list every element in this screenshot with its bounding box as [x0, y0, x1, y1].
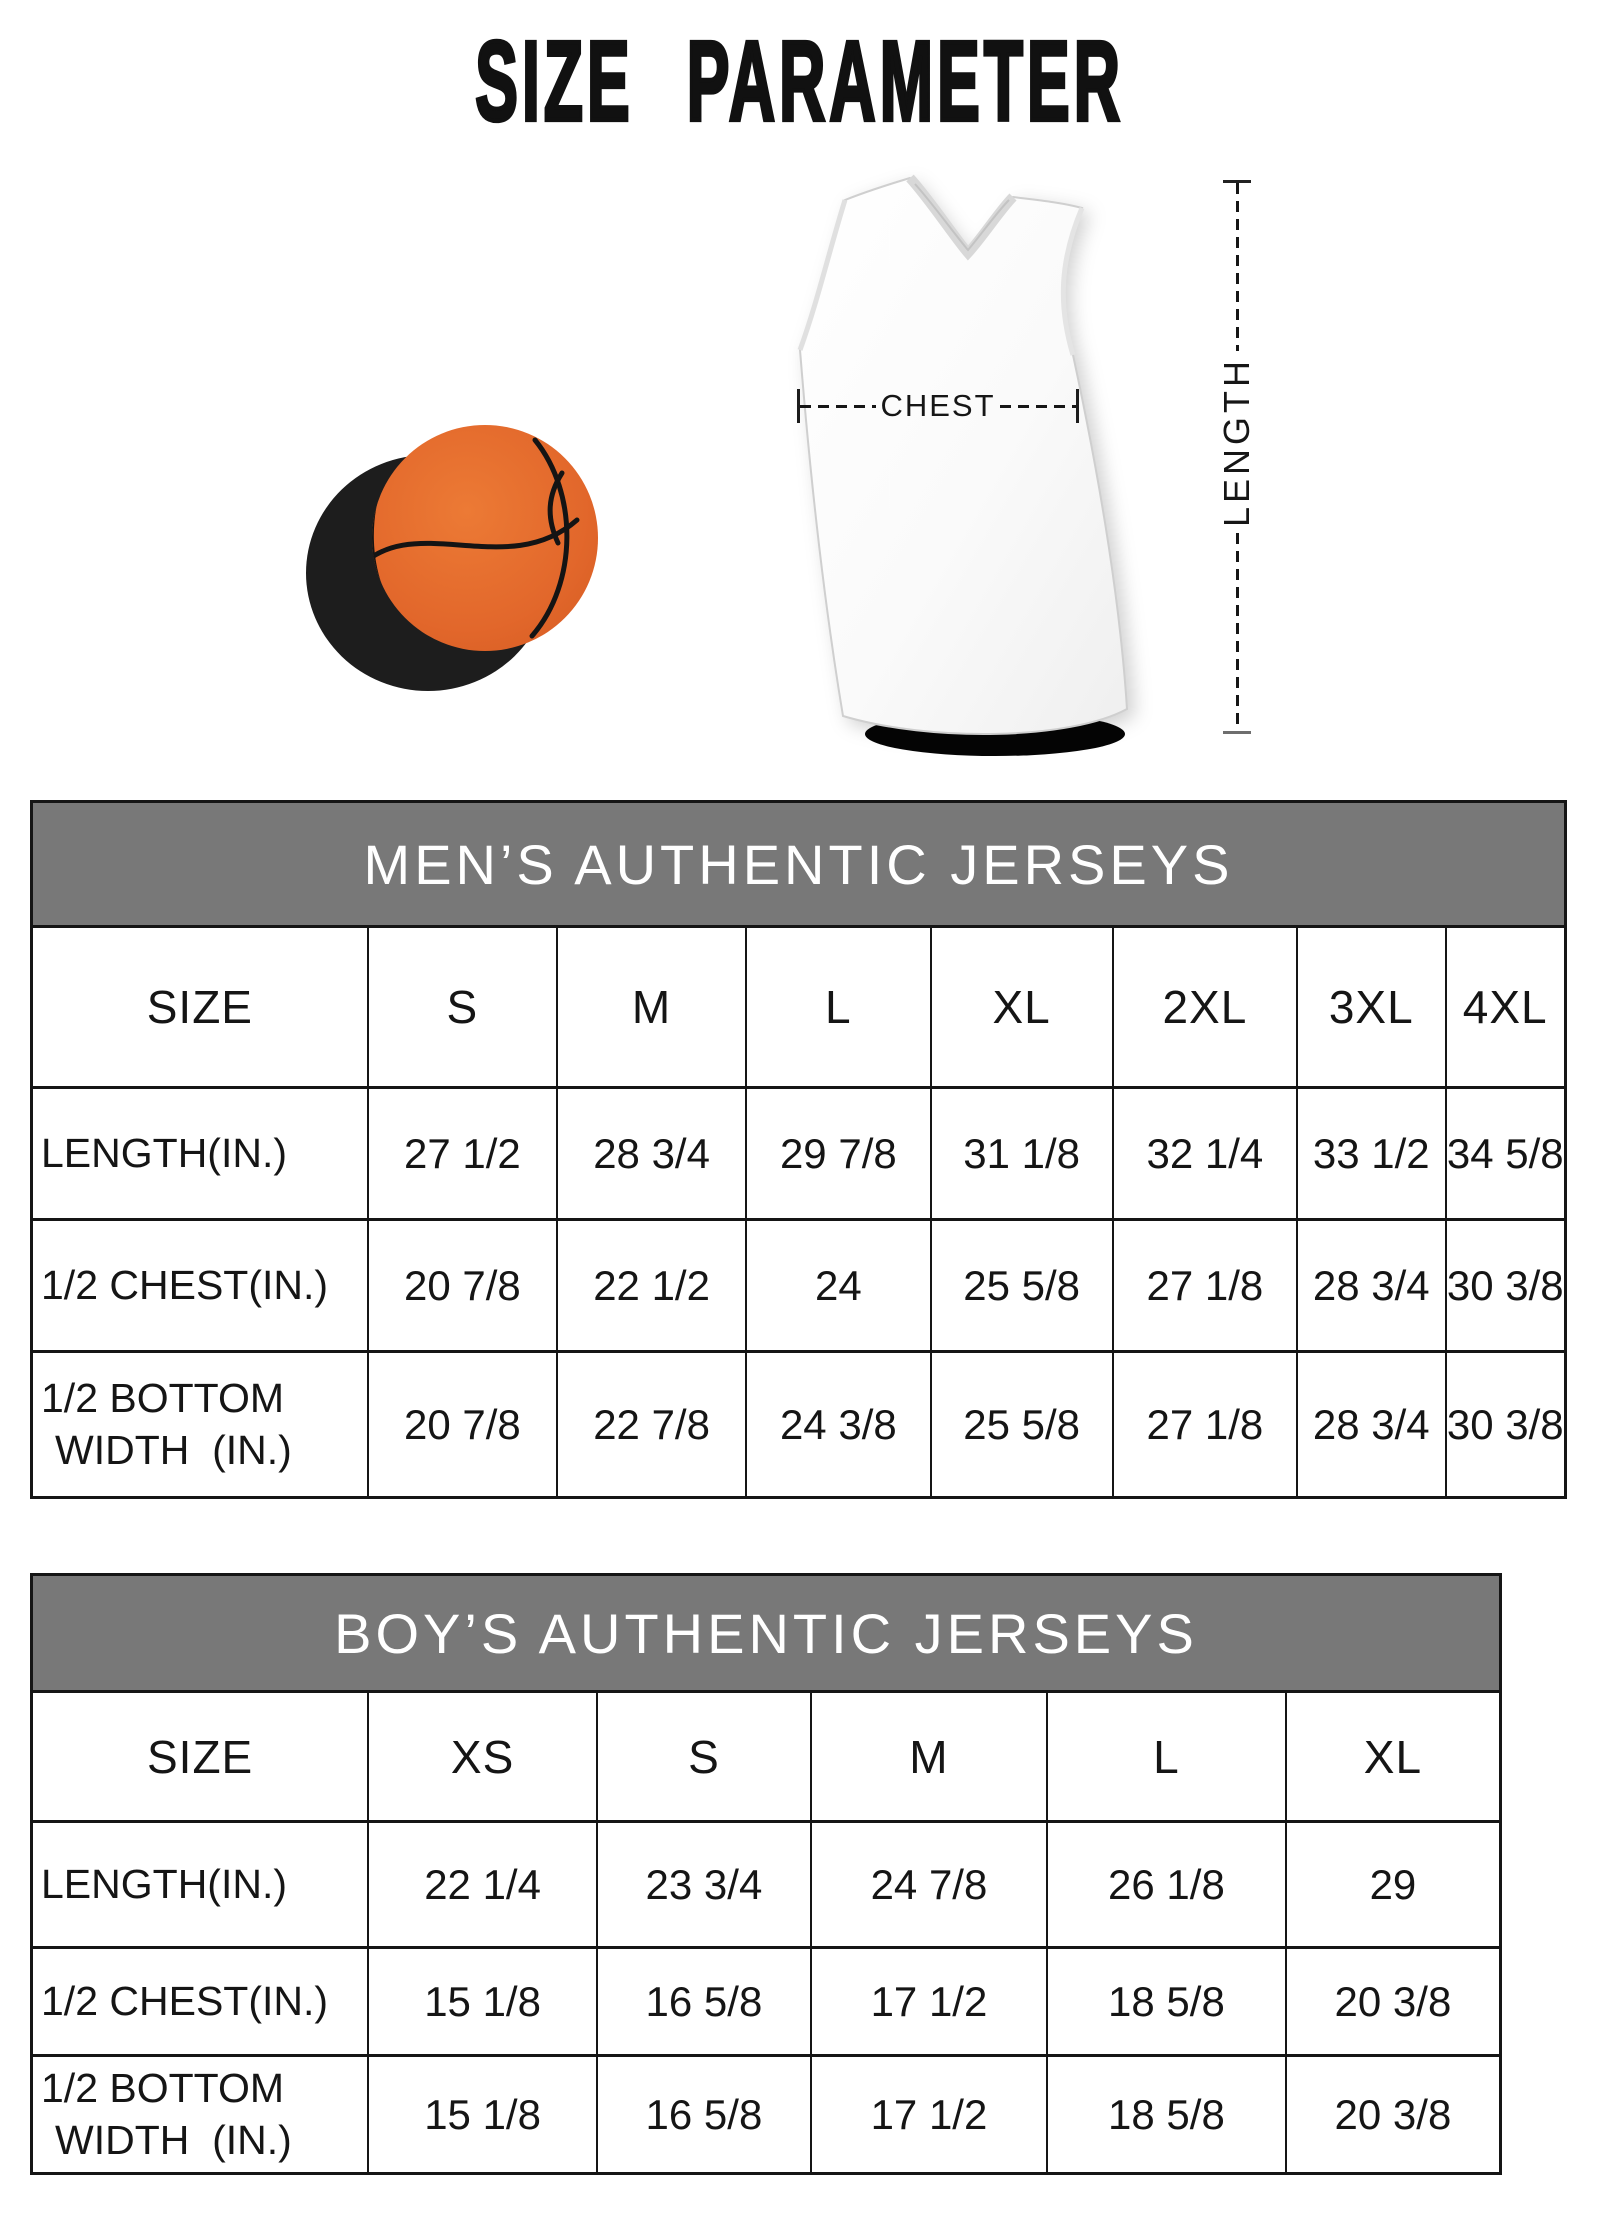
value-cell: 22 7/8	[556, 1350, 745, 1496]
value-cell: 25 5/8	[930, 1350, 1112, 1496]
value-cell: 24 7/8	[810, 1820, 1046, 1946]
value-cell: 30 3/8	[1445, 1218, 1564, 1350]
header-cell: M	[556, 928, 745, 1086]
header-cell: S	[367, 928, 556, 1086]
length-label: LENGTH	[1216, 357, 1257, 528]
header-cell: 3XL	[1296, 928, 1445, 1086]
value-cell: 17 1/2	[810, 1946, 1046, 2054]
value-cell: 22 1/4	[367, 1820, 596, 1946]
length-dash-line-top	[1236, 183, 1239, 351]
value-cell: 16 5/8	[596, 2054, 810, 2172]
boys-table-grid	[33, 1693, 1499, 2172]
mens-table-header-band	[33, 803, 1564, 928]
mens-table-grid	[33, 928, 1564, 1496]
value-cell: 28 3/4	[1296, 1218, 1445, 1350]
value-cell: 20 3/8	[1285, 2054, 1499, 2172]
basketball-icon	[300, 395, 660, 725]
value-cell: 27 1/2	[367, 1086, 556, 1218]
label-cell: LENGTH(IN.)	[33, 1820, 367, 1946]
value-cell: 30 3/8	[1445, 1350, 1564, 1496]
header-cell: XS	[367, 1693, 596, 1820]
chest-dash-line-right	[1000, 405, 1076, 408]
header-cell: L	[1046, 1693, 1285, 1820]
boys-table-title: BOY’S AUTHENTIC JERSEYS	[334, 1601, 1198, 1665]
value-cell: 27 1/8	[1112, 1350, 1296, 1496]
value-cell: 20 7/8	[367, 1218, 556, 1350]
chest-label: CHEST	[880, 388, 996, 423]
page-title: SIZE PARAMETER	[475, 16, 1125, 145]
value-cell: 15 1/8	[367, 1946, 596, 2054]
value-cell: 22 1/2	[556, 1218, 745, 1350]
value-cell: 18 5/8	[1046, 1946, 1285, 2054]
label-cell: LENGTH(IN.)	[33, 1086, 367, 1218]
boys-size-table	[30, 1573, 1502, 2175]
value-cell: 20 7/8	[367, 1350, 556, 1496]
mens-table-title: MEN’S AUTHENTIC JERSEYS	[363, 832, 1234, 896]
header-cell: S	[596, 1693, 810, 1820]
value-cell: 26 1/8	[1046, 1820, 1285, 1946]
header-cell: SIZE	[146, 1730, 254, 1783]
value-cell: 24 3/8	[745, 1350, 929, 1496]
header-cell: M	[810, 1693, 1046, 1820]
value-cell: 20 3/8	[1285, 1946, 1499, 2054]
value-cell: 23 3/4	[596, 1820, 810, 1946]
length-bottom-tick	[1223, 731, 1251, 734]
value-cell: 29 7/8	[745, 1086, 929, 1218]
value-cell: 31 1/8	[930, 1086, 1112, 1218]
header-cell: 4XL	[1445, 928, 1564, 1086]
header-cell: XL	[930, 928, 1112, 1086]
value-cell: 24	[745, 1218, 929, 1350]
header-cell: SIZE	[146, 981, 253, 1033]
length-measure-annotation	[1214, 180, 1260, 734]
chest-right-tick	[1076, 389, 1079, 423]
length-dash-line-bottom	[1236, 533, 1239, 731]
value-cell: 25 5/8	[930, 1218, 1112, 1350]
value-cell: 29	[1285, 1820, 1499, 1946]
boys-table-header-band	[33, 1576, 1499, 1693]
value-cell: 33 1/2	[1296, 1086, 1445, 1218]
header-cell: 2XL	[1112, 928, 1296, 1086]
value-cell: 28 3/4	[556, 1086, 745, 1218]
value-cell: 16 5/8	[596, 1946, 810, 2054]
value-cell: 28 3/4	[1296, 1350, 1445, 1496]
label-cell: 1/2 CHEST(IN.)	[33, 1218, 367, 1350]
value-cell: 27 1/8	[1112, 1218, 1296, 1350]
mens-size-table	[30, 800, 1567, 1499]
value-cell: 18 5/8	[1046, 2054, 1285, 2172]
label-cell: 1/2 BOTTOM WIDTH (IN.)	[33, 2054, 367, 2172]
label-cell: 1/2 CHEST(IN.)	[33, 1946, 367, 2054]
value-cell: 32 1/4	[1112, 1086, 1296, 1218]
label-cell: 1/2 BOTTOM WIDTH (IN.)	[33, 1350, 367, 1496]
header-cell: XL	[1285, 1693, 1499, 1820]
header-cell: L	[745, 928, 929, 1086]
chest-dash-line-left	[800, 405, 876, 408]
jersey-icon	[770, 150, 1160, 760]
chest-measure-annotation	[797, 388, 1079, 424]
value-cell: 17 1/2	[810, 2054, 1046, 2172]
value-cell: 34 5/8	[1445, 1086, 1564, 1218]
value-cell: 15 1/8	[367, 2054, 596, 2172]
